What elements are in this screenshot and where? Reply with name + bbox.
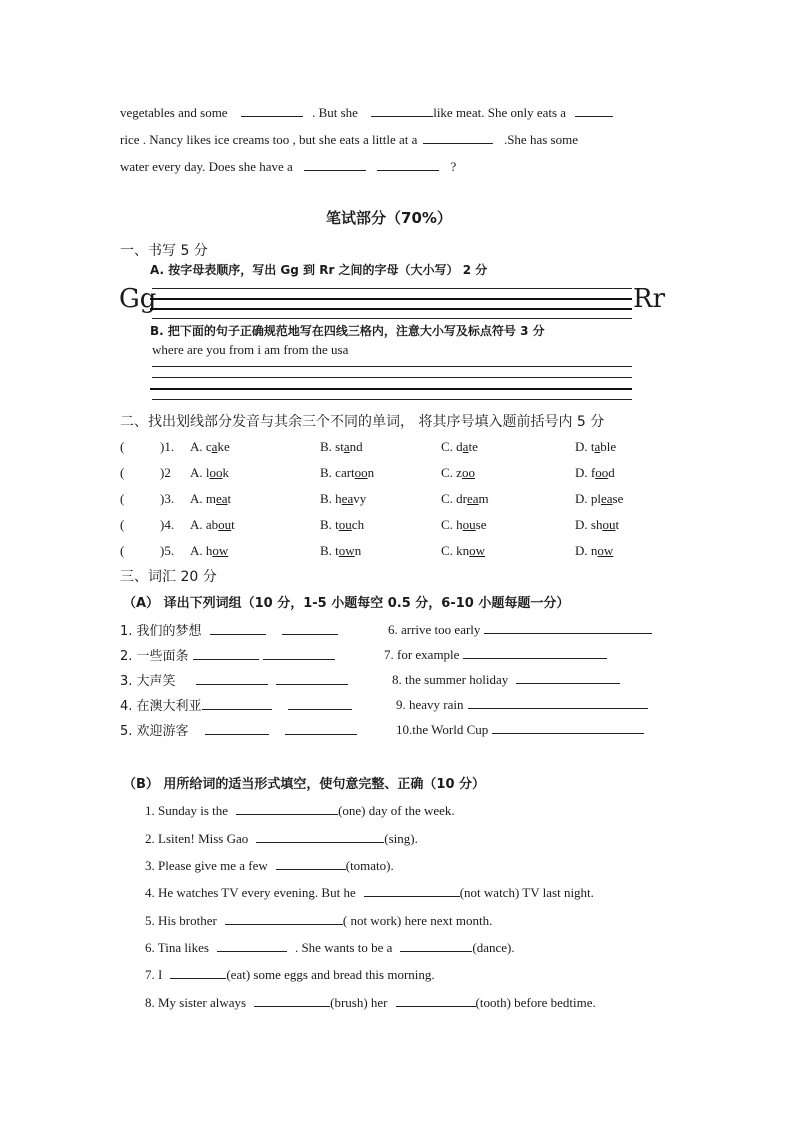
part3-heading: 三、词汇 20 分 bbox=[120, 569, 217, 585]
blank[interactable] bbox=[205, 722, 269, 735]
option-text: A. c bbox=[190, 439, 212, 454]
blank[interactable] bbox=[364, 884, 460, 897]
option-text: t bbox=[231, 517, 235, 532]
option-text: A. h bbox=[190, 543, 213, 558]
blank[interactable] bbox=[423, 131, 493, 144]
vocab-item-en bbox=[392, 671, 620, 688]
vocab-text: 8. the summer holiday bbox=[392, 672, 509, 687]
option-text: B. h bbox=[320, 491, 342, 506]
option-text: ke bbox=[217, 439, 230, 454]
blank[interactable] bbox=[202, 697, 272, 710]
question-number: )2 bbox=[160, 465, 171, 480]
passage-text: . But she bbox=[312, 105, 358, 120]
option-text: C. dr bbox=[441, 491, 467, 506]
part3-subA: （A） 译出下列词组（10 分，1-5 小题每空 0.5 分，6-10 小题每题一分） bbox=[123, 596, 570, 611]
question-text: (not watch) TV last night. bbox=[459, 885, 594, 900]
vocab-item-en bbox=[388, 621, 652, 638]
blank[interactable] bbox=[196, 672, 268, 685]
option-text: A. m bbox=[190, 491, 216, 506]
question-text: (tooth) before bedtime. bbox=[475, 995, 596, 1010]
part2-heading: 二、找出划线部分发音与其余三个不同的单词， 将其序号填入题前括号内 5 分 bbox=[120, 414, 605, 430]
option-text: B. t bbox=[320, 543, 339, 558]
underlined-letters: a bbox=[594, 439, 601, 454]
fill-question bbox=[145, 939, 515, 956]
answer-paren[interactable]: ( bbox=[120, 465, 125, 480]
option-d bbox=[575, 439, 616, 455]
vocab-item-en bbox=[384, 646, 607, 663]
question-text: (sing). bbox=[384, 831, 418, 846]
option-text: D. pl bbox=[575, 491, 601, 506]
underlined-letters: a bbox=[211, 439, 218, 454]
underlined-letters: ow bbox=[338, 543, 355, 558]
question-number: )1. bbox=[160, 439, 175, 454]
vocab-text: 3. 大声笑 bbox=[120, 674, 176, 689]
option-text: A. ab bbox=[190, 517, 219, 532]
blank[interactable] bbox=[492, 721, 644, 734]
fill-question bbox=[145, 994, 596, 1011]
option-a bbox=[190, 439, 230, 455]
question-text: 5. His brother bbox=[145, 913, 217, 928]
underlined-letters: oo bbox=[209, 465, 223, 480]
option-text: t bbox=[615, 517, 620, 532]
option-b bbox=[320, 439, 363, 455]
blank[interactable] bbox=[236, 802, 338, 815]
passage-text: water every day. Does she have a bbox=[120, 159, 293, 174]
blank[interactable] bbox=[288, 697, 352, 710]
fill-question bbox=[145, 884, 594, 901]
question-text: (one) day of the week. bbox=[338, 803, 455, 818]
answer-paren[interactable]: ( bbox=[120, 439, 125, 454]
passage-text: vegetables and some bbox=[120, 105, 228, 120]
part3-subB: （B） 用所给词的适当形式填空，使句意完整、正确（10 分） bbox=[123, 777, 486, 792]
option-text: ble bbox=[600, 439, 617, 454]
underlined-letters: ow bbox=[212, 543, 229, 558]
option-text: k bbox=[222, 465, 229, 480]
option-text: D. n bbox=[575, 543, 598, 558]
question-number: )3. bbox=[160, 491, 175, 506]
fill-question bbox=[145, 857, 394, 874]
option-c bbox=[441, 517, 487, 533]
option-c bbox=[441, 543, 485, 559]
question-text: 2. Lsiten! Miss Gao bbox=[145, 831, 249, 846]
passage-line-1 bbox=[120, 104, 613, 121]
blank[interactable] bbox=[371, 104, 433, 117]
option-text: C. h bbox=[441, 517, 463, 532]
option-c bbox=[441, 465, 475, 481]
question-text: (brush) her bbox=[330, 995, 388, 1010]
vocab-item-en bbox=[396, 696, 648, 713]
option-text: n bbox=[354, 543, 362, 558]
vocab-text: 9. heavy rain bbox=[396, 697, 464, 712]
option-text: D. f bbox=[575, 465, 596, 480]
underlined-letters: ea bbox=[341, 491, 354, 506]
blank[interactable] bbox=[282, 622, 338, 635]
option-b bbox=[320, 491, 366, 507]
option-d bbox=[575, 543, 613, 559]
blank[interactable] bbox=[256, 830, 384, 843]
vocab-text: 7. for example bbox=[384, 647, 460, 662]
blank[interactable] bbox=[463, 646, 607, 659]
blank[interactable] bbox=[400, 939, 472, 952]
blank[interactable] bbox=[263, 647, 335, 660]
answer-paren[interactable]: ( bbox=[120, 517, 125, 532]
question-text: 6. Tina likes bbox=[145, 940, 209, 955]
option-text: te bbox=[468, 439, 478, 454]
question-text: 1. Sunday is the bbox=[145, 803, 229, 818]
vocab-item-cn bbox=[120, 720, 357, 739]
blank[interactable] bbox=[193, 647, 259, 660]
blank[interactable] bbox=[276, 857, 346, 870]
underlined-letters: ea bbox=[216, 491, 228, 506]
option-text: C. d bbox=[441, 439, 463, 454]
blank[interactable] bbox=[304, 158, 366, 171]
underlined-letters: ou bbox=[602, 517, 616, 532]
option-text: nd bbox=[349, 439, 363, 454]
option-text: D. sh bbox=[575, 517, 603, 532]
option-text: A. l bbox=[190, 465, 210, 480]
option-d bbox=[575, 491, 623, 507]
blank[interactable] bbox=[396, 994, 476, 1007]
question-text: (dance). bbox=[472, 940, 515, 955]
option-text: t bbox=[227, 491, 232, 506]
question-text: . She wants to be a bbox=[294, 940, 393, 955]
fill-question bbox=[145, 966, 435, 983]
option-a bbox=[190, 517, 235, 533]
underlined-letters: ea bbox=[601, 491, 613, 506]
answer-paren[interactable]: ( bbox=[120, 543, 125, 558]
fill-question bbox=[145, 830, 418, 847]
underlined-letters: ea bbox=[467, 491, 479, 506]
option-d bbox=[575, 517, 619, 533]
option-a bbox=[190, 465, 229, 481]
question-text: 3. Please give me a few bbox=[145, 858, 268, 873]
end-letter: Rr bbox=[633, 284, 666, 314]
question-number: )4. bbox=[160, 517, 175, 532]
part1-b-instruction: B. 把下面的句子正确规范地写在四线三格内，注意大小写及标点符号 3 分 bbox=[150, 324, 545, 338]
vocab-text: 1. 我们的梦想 bbox=[120, 624, 202, 639]
blank[interactable] bbox=[516, 671, 620, 684]
underlined-letters: ou bbox=[218, 517, 232, 532]
vocab-item-en bbox=[396, 721, 644, 738]
blank[interactable] bbox=[377, 158, 439, 171]
blank[interactable] bbox=[170, 966, 226, 979]
underlined-letters: a bbox=[462, 439, 469, 454]
vocab-item-cn bbox=[120, 695, 352, 714]
option-text: B. st bbox=[320, 439, 344, 454]
option-text: B. t bbox=[320, 517, 339, 532]
option-b bbox=[320, 543, 361, 559]
question-text: (tomato). bbox=[345, 858, 394, 873]
option-b bbox=[320, 517, 364, 533]
option-c bbox=[441, 491, 489, 507]
blank[interactable] bbox=[254, 994, 330, 1007]
option-a bbox=[190, 543, 228, 559]
part1-b-sentence: where are you from i am from the usa bbox=[152, 342, 349, 357]
underlined-letters: ou bbox=[462, 517, 476, 532]
blank[interactable] bbox=[217, 939, 287, 952]
blank[interactable] bbox=[468, 696, 648, 709]
blank[interactable] bbox=[484, 621, 652, 634]
vocab-item-cn bbox=[120, 670, 348, 689]
vocab-text: 10.the World Cup bbox=[396, 722, 489, 737]
passage-line-2 bbox=[120, 131, 578, 148]
option-text: vy bbox=[353, 491, 367, 506]
section-title: 笔试部分（70%） bbox=[326, 209, 452, 227]
vocab-item-cn bbox=[120, 645, 335, 664]
vocab-text: 4. 在澳大利亚 bbox=[120, 699, 202, 714]
blank[interactable] bbox=[241, 104, 303, 117]
passage-text: rice . Nancy likes ice creams too , but she eats a little at a bbox=[120, 132, 418, 147]
part1-a-instruction: A. 按字母表顺序，写出 Gg 到 Rr 之间的字母（大小写） 2 分 bbox=[150, 263, 488, 277]
passage-text: like meat. She only eats a bbox=[433, 105, 567, 120]
fill-question bbox=[145, 912, 492, 929]
passage-text: ? bbox=[450, 159, 457, 174]
option-text: se bbox=[475, 517, 487, 532]
vocab-text: 2. 一些面条 bbox=[120, 649, 189, 664]
blank[interactable] bbox=[210, 622, 266, 635]
option-d bbox=[575, 465, 615, 481]
underlined-letters: ou bbox=[338, 517, 352, 532]
passage-text: .She has some bbox=[503, 132, 578, 147]
question-text: 4. He watches TV every evening. But he bbox=[145, 885, 356, 900]
question-number: )5. bbox=[160, 543, 175, 558]
question-text: (eat) some eggs and bread this morning. bbox=[226, 967, 435, 982]
option-text: n bbox=[367, 465, 375, 480]
blank[interactable] bbox=[276, 672, 348, 685]
vocab-text: 5. 欢迎游客 bbox=[120, 724, 189, 739]
option-text: m bbox=[478, 491, 489, 506]
option-b bbox=[320, 465, 374, 481]
option-text: C. kn bbox=[441, 543, 470, 558]
option-a bbox=[190, 491, 231, 507]
underlined-letters: oo bbox=[461, 465, 475, 480]
option-c bbox=[441, 439, 478, 455]
option-text: C. z bbox=[441, 465, 462, 480]
option-text: D. t bbox=[575, 439, 595, 454]
start-letter: Gg bbox=[119, 284, 157, 314]
underlined-letters: oo bbox=[595, 465, 609, 480]
option-text: d bbox=[608, 465, 615, 480]
option-text: B. cart bbox=[320, 465, 355, 480]
option-text: se bbox=[612, 491, 624, 506]
underlined-letters: ow bbox=[469, 543, 486, 558]
question-text: 8. My sister always bbox=[145, 995, 247, 1010]
question-text: 7. I bbox=[145, 967, 163, 982]
part1-heading: 一、书写 5 分 bbox=[120, 243, 208, 259]
underlined-letters: oo bbox=[354, 465, 368, 480]
blank[interactable] bbox=[225, 912, 343, 925]
passage-line-3 bbox=[120, 158, 456, 175]
underlined-letters: ow bbox=[597, 543, 614, 558]
blank[interactable] bbox=[575, 104, 613, 117]
option-text: ch bbox=[351, 517, 365, 532]
answer-paren[interactable]: ( bbox=[120, 491, 125, 506]
underlined-letters: a bbox=[343, 439, 350, 454]
question-text: ( not work) here next month. bbox=[342, 913, 493, 928]
vocab-item-cn bbox=[120, 620, 338, 639]
vocab-text: 6. arrive too early bbox=[388, 622, 481, 637]
blank[interactable] bbox=[285, 722, 357, 735]
fill-question bbox=[145, 802, 455, 819]
